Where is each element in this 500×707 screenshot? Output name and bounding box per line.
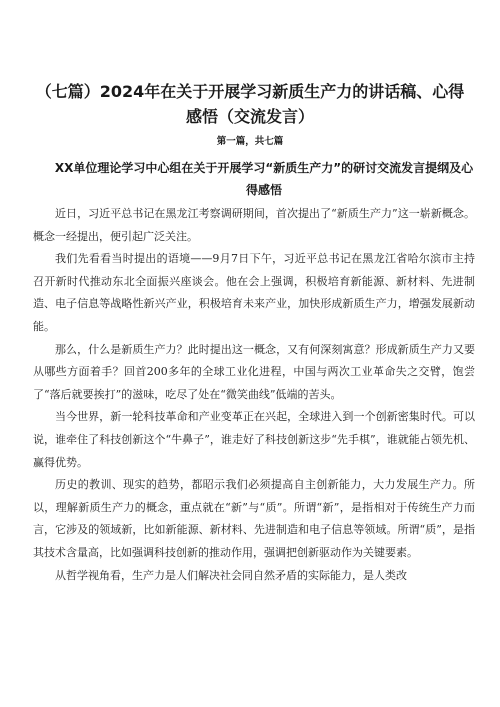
document-title: （七篇）2024年在关于开展学习新质生产力的讲话稿、心得感悟（交流发言）: [35, 82, 465, 126]
body-paragraph: 从哲学视角看，生产力是人们解决社会同自然矛盾的实际能力，是人类改: [55, 568, 407, 582]
body-paragraph: 近日，习近平总书记在黑龙江考察调研期间，首次提出了“新质生产力”这一崭新概念。概念一经提出，便引起广泛关注。: [33, 207, 475, 243]
document-body: [33, 203, 475, 587]
body-paragraph: 那么，什么是新质生产力？此时提出这一概念，又有何深刻寓意？形成新质生产力又要从哪些方面着手？回首200多年的全球工业化进程，中国与两次工业革命失之交臂，饱尝了“落后就要挨打”的滋味，吃尽了处在“微笑曲线”低端的苦头。: [33, 342, 475, 401]
body-paragraph: 历史的教训、现实的趋势，都昭示我们必须提高自主创新能力，大力发展生产力。所以，理解新质生产力的概念，重点就在“新”与“质”。所谓“新”，是指相对于传统生产力而言，它涉及的领域新，比如新能源、新材料、先进制造和电子信息等领域。所谓“质”，是指其技术含量高，比如强调科技创新的推动作用，强调把创新驱动作为关键要素。: [33, 478, 475, 559]
document-subtitle: XX单位理论学习中心组在关于开展学习“新质生产力”的研讨交流发言提纲及心得感悟: [54, 161, 474, 197]
body-paragraph: 我们先看看当时提出的语境——9月7日下午，习近平总书记在黑龙江省哈尔滨市主持召开新时代推动东北全面振兴座谈会。他在会上强调，积极培育新能源、新材料、先进制造、电子信息等战略性新兴产业，积极培育未来产业，加快形成新质生产力，增强发展新动能。: [33, 252, 475, 333]
body-paragraph: 当今世界，新一轮科技革命和产业变革正在兴起，全球进入到一个创新密集时代。可以说，谁牵住了科技创新这个“牛鼻子”，谁走好了科技创新这步“先手棋”，谁就能占领先机、赢得优势。: [33, 410, 475, 469]
section-label: 第一篇，共七篇: [216, 136, 284, 147]
